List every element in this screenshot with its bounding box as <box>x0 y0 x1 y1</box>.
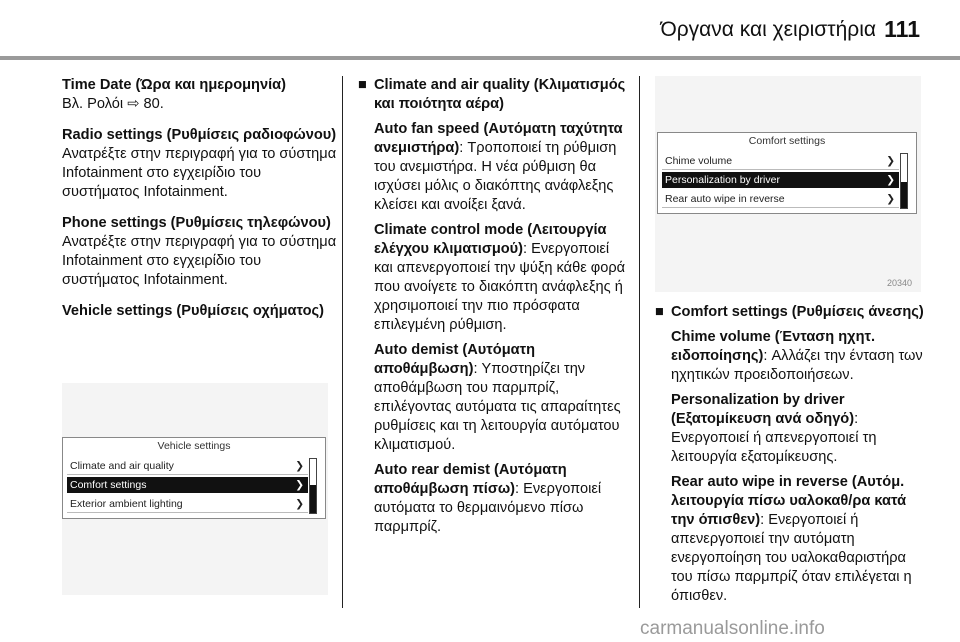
auto-demist-title: Auto demist (Αυτόματη αποθάμβωση) <box>374 342 536 377</box>
rear-auto-wipe-title: Rear auto wipe in reverse (Αυτόμ. λειτουργία πίσω υαλοκαθ/ρα κατά την όπισθεν) <box>671 474 907 528</box>
watermark: carmanualsonline.info <box>640 618 825 639</box>
screen-title: Vehicle settings <box>157 440 231 452</box>
personalization-text: : Ενεργοποιεί ή απενεργοποιεί τη λειτουργία εξατομίκευσης. <box>671 411 877 465</box>
auto-rear-demist-title: Auto rear demist (Αυτόματη αποθάμβωση πίσω) <box>374 462 567 497</box>
scrollbar[interactable] <box>309 458 317 514</box>
auto-rear-demist-text: : Ενεργοποιεί αυτόματα το θερμαινόμενο πίσω παρμπρίζ. <box>374 481 602 535</box>
page-header <box>0 0 960 58</box>
auto-demist-item <box>358 341 630 455</box>
auto-demist-text: : Υποστηρίζει την αποθάμβωση του παρμπρίζ, επιλέγοντας αυτόματα τις απαραίτητες ρυθμίσεις και τη λειτουργία αυτόματου κλιματισμού. <box>374 361 621 453</box>
radio-settings-section <box>62 126 342 202</box>
time-date-text: Βλ. Ρολόι ⇨ 80. <box>62 96 164 112</box>
chime-volume-item <box>655 328 927 385</box>
comfort-bullet <box>655 303 927 322</box>
column-left <box>62 76 342 333</box>
vehicle-settings-section <box>62 302 342 321</box>
figure-number: 20340 <box>887 278 913 288</box>
chime-volume-title: Chime volume (Ένταση ηχητ. ειδοποίησης) <box>671 329 876 364</box>
menu-item-chime-volume[interactable] <box>662 153 899 170</box>
rear-auto-wipe-text: : Ενεργοποιεί ή απενεργοποιεί την αυτόματη ενεργοποίηση του υαλοκαθαριστήρα του πίσω παρμπρίζ όταν επιλέγεται η όπισθεν. <box>671 512 912 604</box>
chevron-right-icon: ❯ <box>295 460 304 472</box>
menu-item-exterior-lighting[interactable] <box>67 496 308 513</box>
climate-control-mode-title: Climate control mode (Λειτουργία ελέγχου κλιματισμού) <box>374 222 607 257</box>
column-right <box>655 303 927 612</box>
chevron-right-icon: ❯ <box>886 155 895 167</box>
column-divider <box>342 76 343 608</box>
chevron-right-icon: ❯ <box>886 174 895 186</box>
menu-item-comfort[interactable] <box>67 477 308 493</box>
menu-item-climate[interactable] <box>67 458 308 475</box>
vehicle-settings-figure <box>62 383 328 595</box>
menu-item-label: Chime volume <box>665 155 733 167</box>
chevron-right-icon: ❯ <box>295 479 304 491</box>
scrollbar-thumb[interactable] <box>310 485 316 513</box>
time-date-section <box>62 76 342 114</box>
auto-fan-speed-text: : Τροποποιεί τη ρύθμιση του ανεμιστήρα. Η νέα ρύθμιση θα ισχύσει μόλις ο διακόπτης ανάφλεξης κλείσει και ανοίξει ξανά. <box>374 140 617 213</box>
climate-control-mode-item <box>358 221 630 335</box>
phone-settings-section <box>62 214 342 290</box>
menu-item-rear-auto-wipe[interactable] <box>662 191 899 208</box>
bullet-square-icon: ■ <box>655 304 664 320</box>
personalization-title: Personalization by driver (Εξατομίκευση ανά οδηγό) <box>671 392 855 427</box>
comfort-settings-screen <box>657 132 917 214</box>
climate-title: Climate and air quality (Κλιματισμός και ποιότητα αέρα) <box>374 77 626 112</box>
menu-item-label: Personalization by driver <box>665 174 780 186</box>
rear-auto-wipe-item <box>655 473 927 606</box>
screen-title: Comfort settings <box>748 135 826 147</box>
comfort-settings-figure <box>655 76 921 292</box>
scrollbar[interactable] <box>900 153 908 209</box>
menu-item-label: Rear auto wipe in reverse <box>665 193 785 205</box>
menu-item-label: Comfort settings <box>70 479 147 491</box>
climate-control-mode-text: : Ενεργοποιεί και απενεργοποιεί την ψύξη κάθε φορά που ανοίγετε το διακόπτη ανάφλεξης ή χρησιμοποιεί την πιο πρόσφατα επιλεγμένη ρύθμιση. <box>374 241 626 333</box>
phone-settings-title: Phone settings (Ρυθμίσεις τηλεφώνου) <box>62 215 331 231</box>
header-rule <box>0 56 960 60</box>
auto-fan-speed-title: Auto fan speed (Αυτόματη ταχύτητα ανεμιστήρα) <box>374 121 623 156</box>
chime-volume-text: : Αλλάζει την ένταση των ηχητικών προειδοποιήσεων. <box>671 348 923 383</box>
time-date-title: Time Date (Ώρα και ημερομηνία) <box>62 77 286 93</box>
auto-fan-speed-item <box>358 120 630 215</box>
radio-settings-text: Ανατρέξτε στην περιγραφή για το σύστημα Infotainment στο εγχειρίδιο του συστήματος Infotainment. <box>62 146 337 200</box>
column-middle <box>358 76 630 543</box>
column-divider <box>639 76 640 608</box>
scrollbar-thumb[interactable] <box>901 182 907 208</box>
vehicle-settings-screen <box>62 437 326 519</box>
vehicle-settings-title: Vehicle settings (Ρυθμίσεις οχήματος) <box>62 303 325 319</box>
comfort-title: Comfort settings (Ρυθμίσεις άνεσης) <box>671 304 924 320</box>
menu-item-personalization[interactable] <box>662 172 899 188</box>
personalization-item <box>655 391 927 467</box>
menu-item-label: Exterior ambient lighting <box>70 498 183 510</box>
radio-settings-title: Radio settings (Ρυθμίσεις ραδιοφώνου) <box>62 127 337 143</box>
phone-settings-text: Ανατρέξτε στην περιγραφή για το σύστημα Infotainment στο εγχειρίδιο του συστήματος Infotainment. <box>62 234 337 288</box>
climate-bullet <box>358 76 630 114</box>
chevron-right-icon: ❯ <box>886 193 895 205</box>
bullet-square-icon: ■ <box>358 77 367 93</box>
chapter-title: Όργανα και χειριστήρια <box>660 18 876 41</box>
auto-rear-demist-item <box>358 461 630 537</box>
chevron-right-icon: ❯ <box>295 498 304 510</box>
page-number: 111 <box>884 16 920 42</box>
menu-item-label: Climate and air quality <box>70 460 174 472</box>
